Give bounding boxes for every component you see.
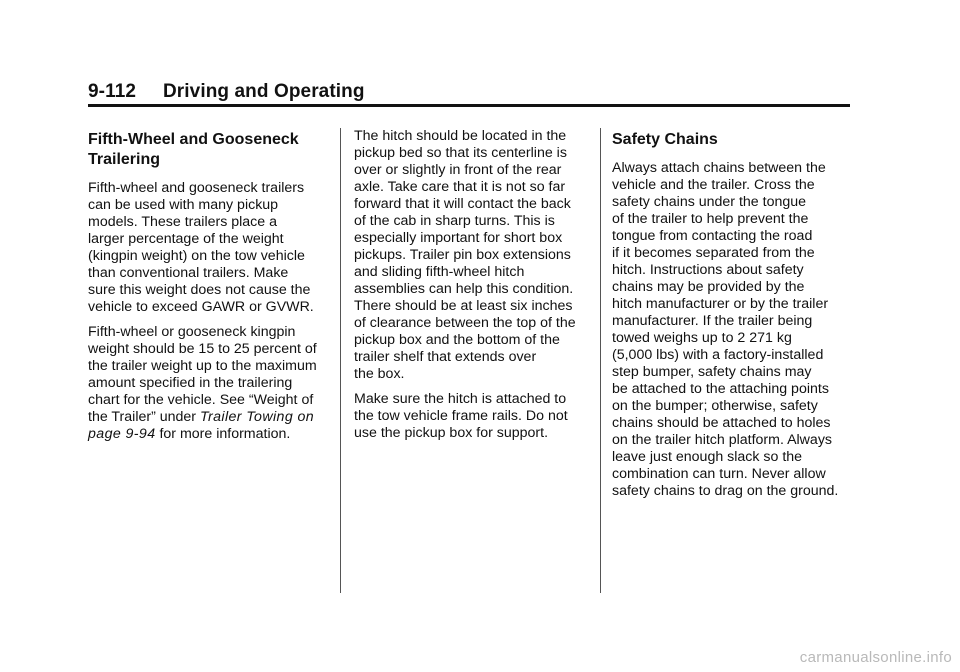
- paragraph-hitch-attach: Make sure the hitch is attached to the tow vehicle frame rails. Do not use the pickup box for support.: [354, 391, 568, 441]
- column-right: [612, 128, 857, 508]
- paragraph-fifth-wheel-intro: Fifth-wheel and gooseneck trailers can be used with many pickup models. These trailers place a larger percentage of the weight (kingpin weight) on the tow vehicle than conventional trailers. Make sure this weight does not cause the vehicle to exceed GAWR or GVWR.: [88, 180, 314, 315]
- paragraph-kingpin-weight: [88, 324, 333, 443]
- column-divider-1: [340, 128, 341, 593]
- header-rule: [88, 104, 850, 107]
- kingpin-weight-end: for more information.: [155, 426, 291, 442]
- page-title: [88, 80, 365, 104]
- kingpin-weight-text: Fifth-wheel or gooseneck kingpin weight should be 15 to 25 percent of the trailer weight up to the maximum amount specified in the trailering chart for the vehicle. See “Weight of the Trailer” under: [88, 324, 317, 425]
- column-left: [88, 128, 333, 451]
- paragraph-hitch-location: The hitch should be located in the pickup bed so that its centerline is over or slightly in front of the rear axle. Take care that it is not so far forward that it will contact the back of the cab in sharp turns. This is especially important for short box pickups. Trailer pin box extensions and sliding fifth-wheel hitch assemblies can help this condition. There should be at least six inches of clearance between the top of the pickup box and the bottom of the trailer shelf that extends over the box.: [354, 128, 576, 382]
- column-middle: [354, 128, 594, 450]
- heading-fifth-wheel: Fifth-Wheel and Gooseneck Trailering: [88, 131, 299, 168]
- page-header: [88, 80, 850, 106]
- heading-safety-chains: Safety Chains: [612, 131, 718, 148]
- column-divider-2: [600, 128, 601, 593]
- page-number: 9-112: [88, 81, 137, 102]
- paragraph-safety-chains: Always attach chains between the vehicle and the trailer. Cross the safety chains under the tongue of the trailer to help prevent the tongue from contacting the road if it becomes separated from the hitch. Instructions about safety chains may be provided by the hitch manufacturer or by the trailer manufacturer. If the trailer being towed weighs up to 2 271 kg (5,000 lbs) with a factory-installed step bumper, safety chains may be attached to the attaching points on the bumper; otherwise, safety chains should be attached to holes on the trailer hitch platform. Always leave just enough slack so the combination can turn. Never allow safety chains to drag on the ground.: [612, 160, 839, 499]
- watermark: carmanualsonline.info: [799, 649, 952, 666]
- trailer-towing-link[interactable]: Trailer Towing on page 9-94: [88, 409, 315, 442]
- section-title: Driving and Operating: [162, 81, 365, 102]
